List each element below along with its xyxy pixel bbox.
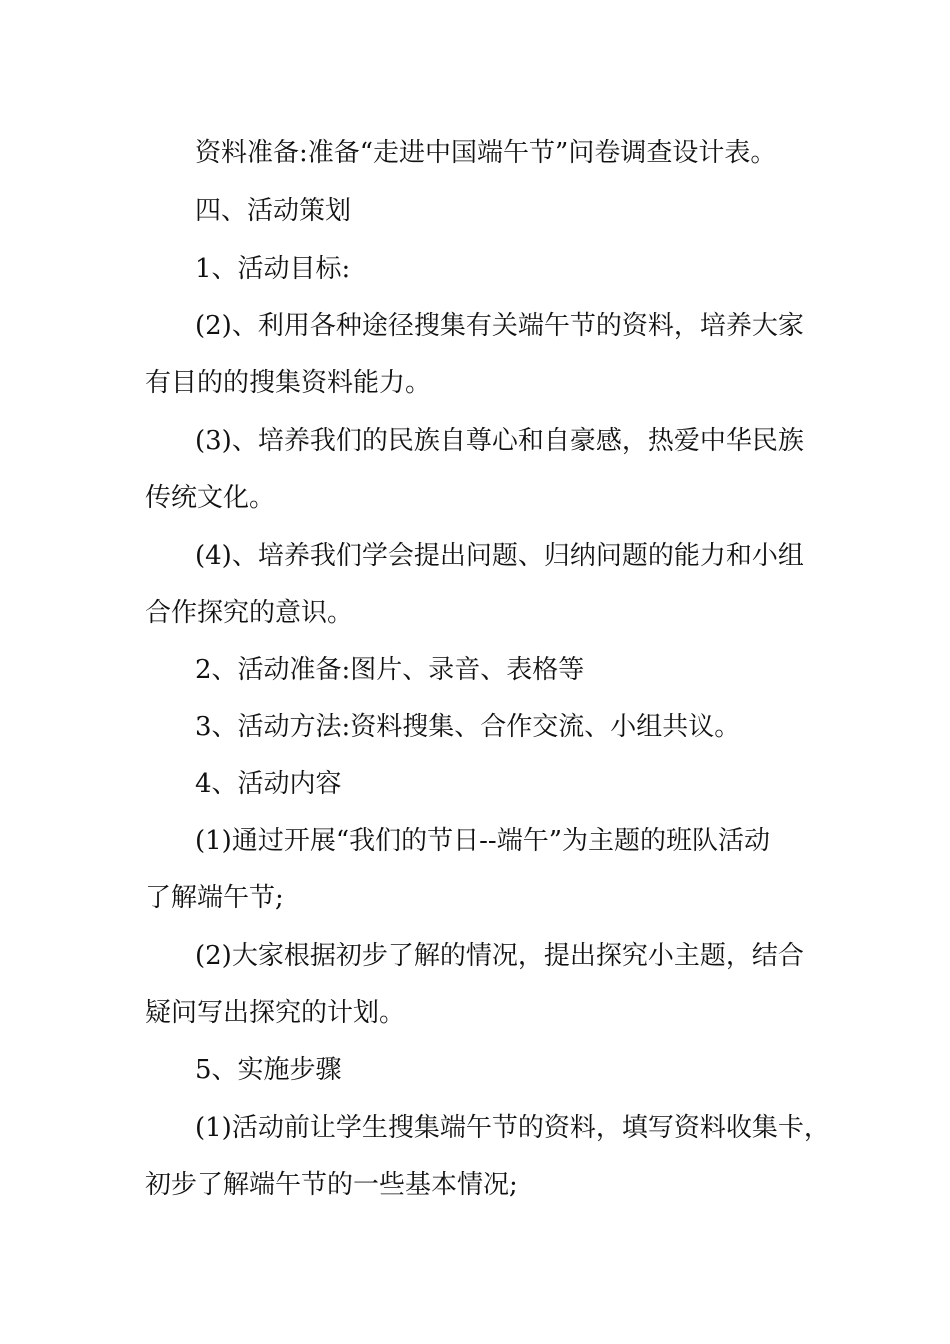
subsection-heading: 2、活动准备:图片、录音、表格等 <box>195 655 585 685</box>
paragraph-line: (2)大家根据初步了解的情况，提出探究小主题，结合 <box>195 941 804 971</box>
paragraph-line: 疑问写出探究的计划。 <box>145 998 406 1028</box>
section-heading: 四、活动策划 <box>195 196 352 226</box>
paragraph-line: 资料准备:准备“走进中国端午节”问卷调查设计表。 <box>195 138 777 168</box>
paragraph-line: (1)活动前让学生搜集端午节的资料，填写资料收集卡， <box>195 1113 830 1143</box>
paragraph-line: 了解端午节; <box>145 883 284 913</box>
subsection-heading: 5、实施步骤 <box>195 1055 342 1085</box>
paragraph-line: (4)、培养我们学会提出问题、归纳问题的能力和小组 <box>195 541 804 571</box>
paragraph-line: (1)通过开展“我们的节日--端午”为主题的班队活动 <box>195 826 770 856</box>
paragraph-line: (3)、培养我们的民族自尊心和自豪感，热爱中华民族 <box>195 426 804 456</box>
subsection-heading: 1、活动目标: <box>195 254 351 284</box>
paragraph-line: 初步了解端午节的一些基本情况; <box>145 1170 518 1200</box>
paragraph-line: 合作探究的意识。 <box>145 598 354 628</box>
paragraph-line: (2)、利用各种途径搜集有关端午节的资料，培养大家 <box>195 311 804 341</box>
subsection-heading: 4、活动内容 <box>195 769 342 799</box>
paragraph-line: 有目的的搜集资料能力。 <box>145 368 432 398</box>
paragraph-line: 传统文化。 <box>145 483 276 513</box>
subsection-heading: 3、活动方法:资料搜集、合作交流、小组共议。 <box>195 712 741 742</box>
